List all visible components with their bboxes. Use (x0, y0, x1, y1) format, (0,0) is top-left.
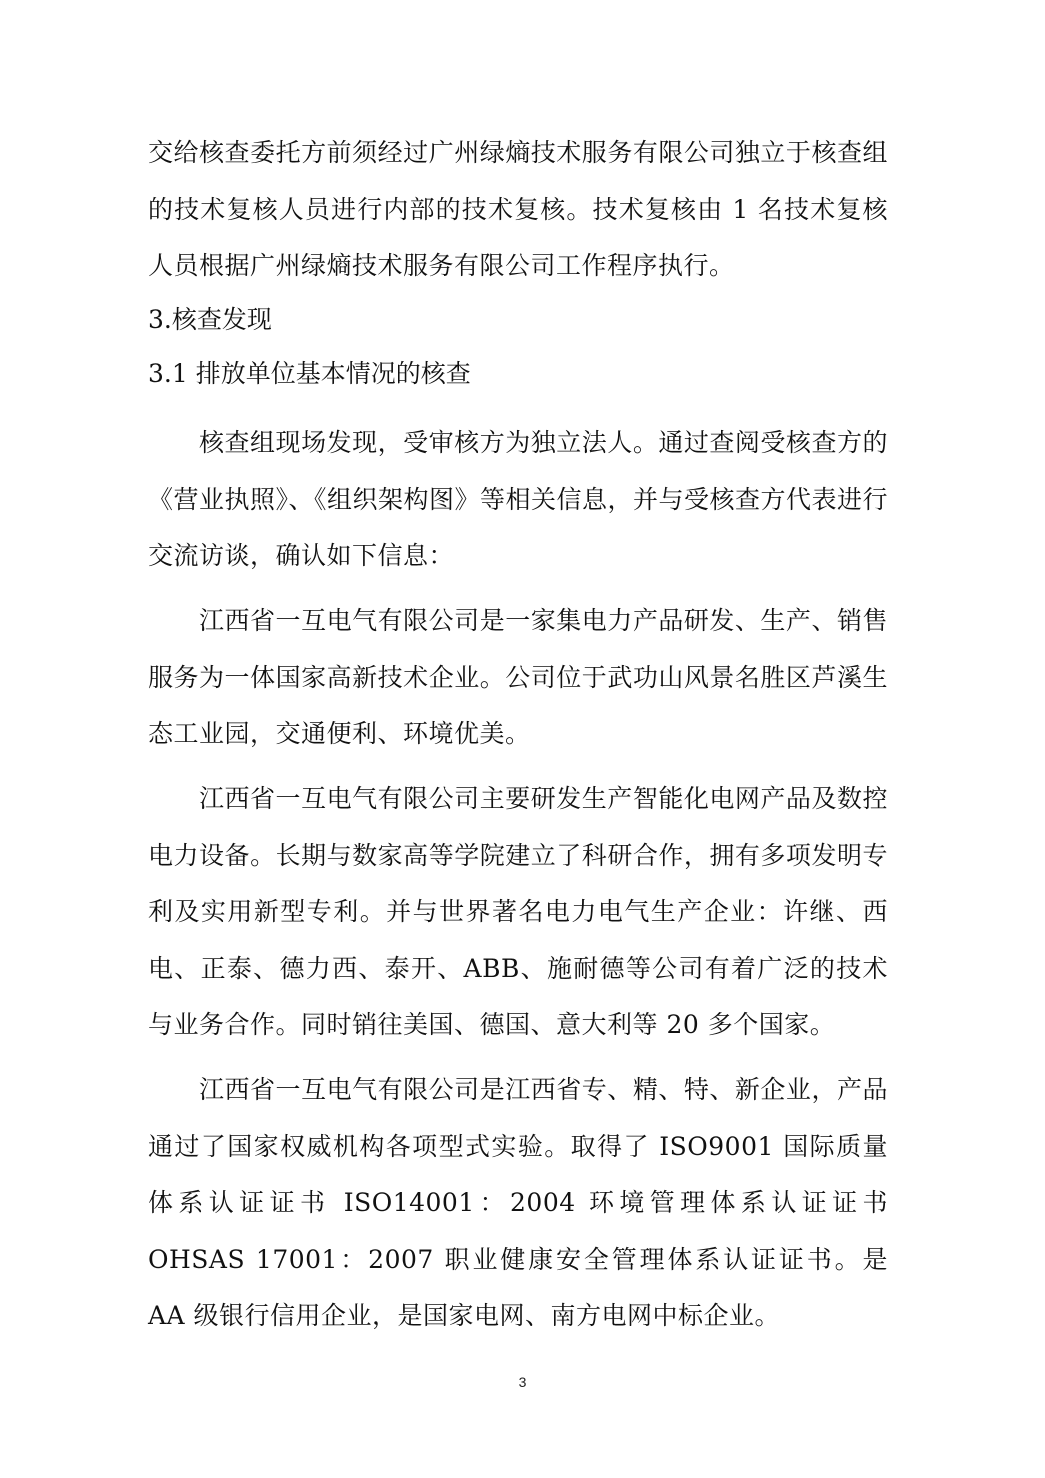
body-paragraph-1: 核查组现场发现，受审核方为独立法人。通过查阅受核查方的《营业执照》、《组织架构图》等相关信息，并与受核查方代表进行交流访谈，确认如下信息： (148, 428, 889, 570)
body-paragraph-3: 江西省一互电气有限公司主要研发生产智能化电网产品及数控电力设备。长期与数家高等学院建立了科研合作，拥有多项发明专利及实用新型专利。并与世界著名电力电气生产企业：许继、西电、正泰、德力西、泰开、ABB、施耐德等公司有着广泛的技术与业务合作。同时销往美国、德国、意大利等 20 多个国家。 (148, 784, 888, 1039)
body-paragraph-4: 江西省一互电气有限公司是江西省专、精、特、新企业，产品通过了国家权威机构各项型式实验。取得了 ISO9001 国际质量体系认证证书 ISO14001：2004 环境管理体系认证证书 OHSAS 17001：2007 职业健康安全管理体系认证证书。是 AA 级银行信用企业，是国家电网、南方电网中标企业。 (148, 1075, 888, 1330)
continuation-paragraph: 交给核查委托方前须经过广州绿熵技术服务有限公司独立于核查组的技术复核人员进行内部的技术复核。技术复核由 1 名技术复核人员根据广州绿熵技术服务有限公司工作程序执行。 (148, 138, 888, 280)
subsection-heading: 3.1 排放单位基本情况的核查 (148, 359, 471, 388)
page-number: 3 (518, 1374, 527, 1390)
section-heading: 3.核查发现 (148, 305, 272, 334)
body-paragraph-2: 江西省一互电气有限公司是一家集电力产品研发、生产、销售服务为一体国家高新技术企业。公司位于武功山风景名胜区芦溪生态工业园，交通便利、环境优美。 (148, 606, 888, 748)
